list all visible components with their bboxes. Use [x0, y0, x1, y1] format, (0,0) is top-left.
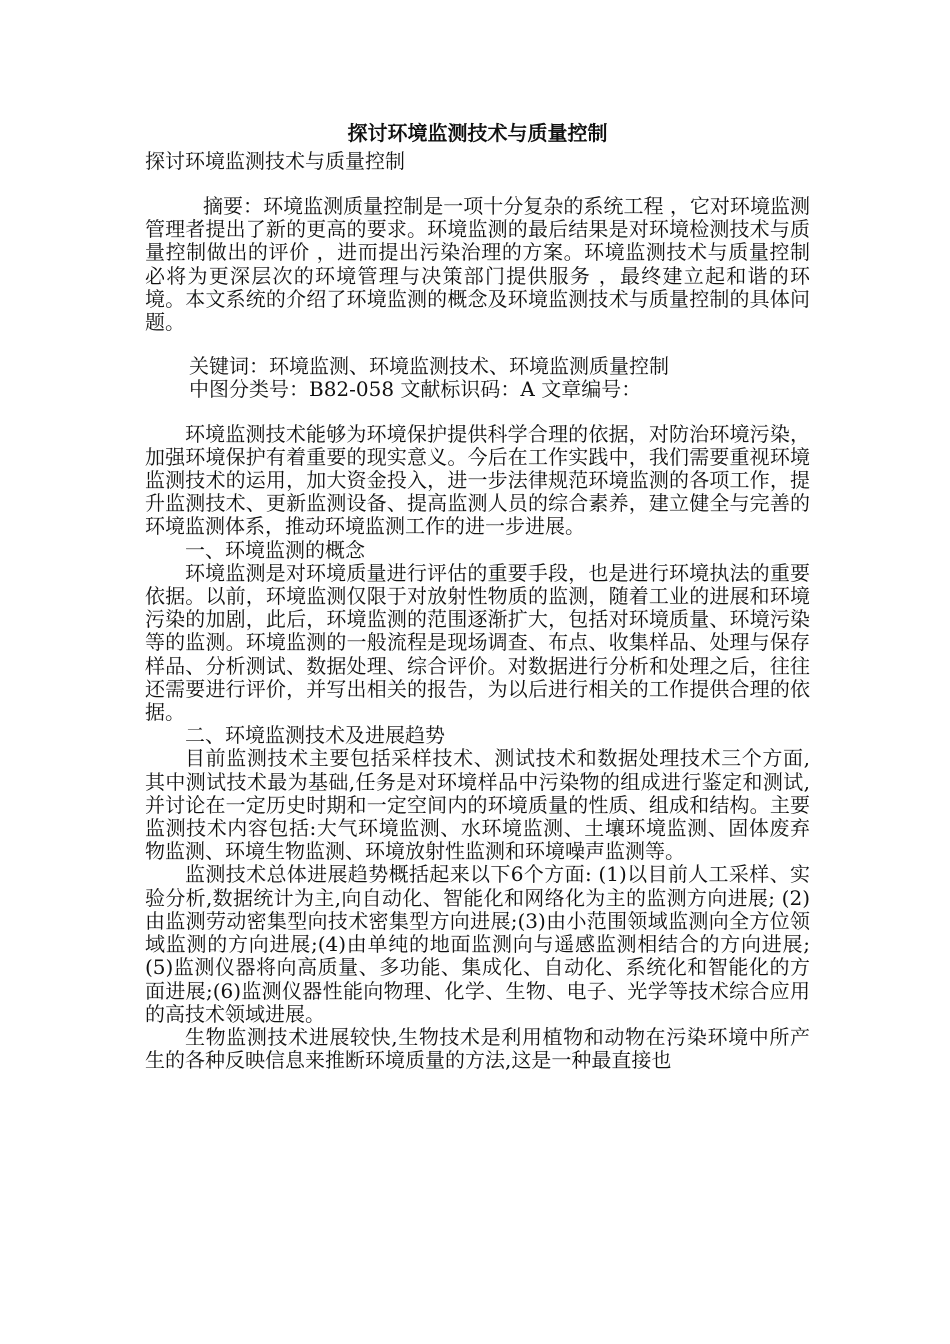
keywords-line: 关键词：环境监测、环境监测技术、环境监测质量控制	[189, 354, 669, 379]
section-paragraph-technology-3: 生物监测技术进展较快,生物技术是利用植物和动物在污染环境中所产生的各种反映信息来推断环境质量的方法,这是一种最直接也	[145, 1024, 810, 1073]
intro-paragraph: 环境监测技术能够为环境保护提供科学合理的依据，对防治环境污染，加强环境保护有着重要的现实意义。今后在工作实践中，我们需要重视环境监测技术的运用，加大资金投入，进一步法律规范环境监测的各项工作，提升监测技术、更新监测设备、提高监测人员的综合素养，建立健全与完善的环境监测体系，推动环境监测工作的进一步进展。	[145, 421, 810, 539]
classification-line: 中图分类号：B82-058 文献标识码：A 文章编号：	[189, 377, 642, 402]
document-page	[145, 118, 810, 1072]
section-paragraph-technology-1: 目前监测技术主要包括采样技术、测试技术和数据处理技术三个方面,其中测试技术最为基础,任务是对环境样品中污染物的组成进行鉴定和测试,并讨论在一定历史时期和一定空间内的环境质量的性质、组成和结构。主要监测技术内容包括:大气环境监测、水环境监测、土壤环境监测、固体废弃物监测、环境生物监测、环境放射性监测和环境噪声监测等。	[145, 746, 810, 864]
section-heading-concept: 一、环境监测的概念	[185, 537, 365, 562]
section-heading-technology: 二、环境监测技术及进展趋势	[185, 723, 445, 748]
document-subtitle: 探讨环境监测技术与质量控制	[145, 149, 405, 173]
section-paragraph-concept: 环境监测是对环境质量进行评估的重要手段，也是进行环境执法的重要依据。以前，环境监测仅限于对放射性物质的监测，随着工业的进展和环境污染的加剧，此后，环境监测的范围逐渐扩大，包括对环境质量、环境污染等的监测。环境监测的一般流程是现场调查、布点、收集样品、处理与保存样品、分析测试、数据处理、综合评价。对数据进行分析和处理之后，往往还需要进行评价，并写出相关的报告，为以后进行相关的工作提供合理的依据。	[145, 560, 810, 725]
document-title: 探讨环境监测技术与质量控制	[347, 121, 608, 145]
abstract-paragraph: 摘要：环境监测质量控制是一项十分复杂的系统工程 ，它对环境监测管理者提出了新的更高的要求。环境监测的最后结果是对环境检测技术与质量控制做出的评价 ，进而提出污染治理的方案。环境监测技术与质量控制必将为更深层次的环境管理与决策部门提供服务 ，最终建立起和谐的环境。本文系统的介绍了环境监测的概念及环境监测技术与质量控制的具体问题。	[145, 194, 810, 335]
section-paragraph-technology-2: 监测技术总体进展趋势概括起来以下6个方面: (1)以目前人工采样、实验分析,数据统计为主,向自动化、智能化和网络化为主的监测方向进展; (2)由监测劳动密集型向技术密集型方向进展;(3)由小范围领域监测向全方位领域监测的方向进展;(4)由单纯的地面监测向与遥感监测相结合的方向进展;(5)监测仪器将向高质量、多功能、集成化、自动化、系统化和智能化的方面进展;(6)监测仪器性能向物理、化学、生物、电子、光学等技术综合应用的高技术领域进展。	[145, 862, 810, 1026]
